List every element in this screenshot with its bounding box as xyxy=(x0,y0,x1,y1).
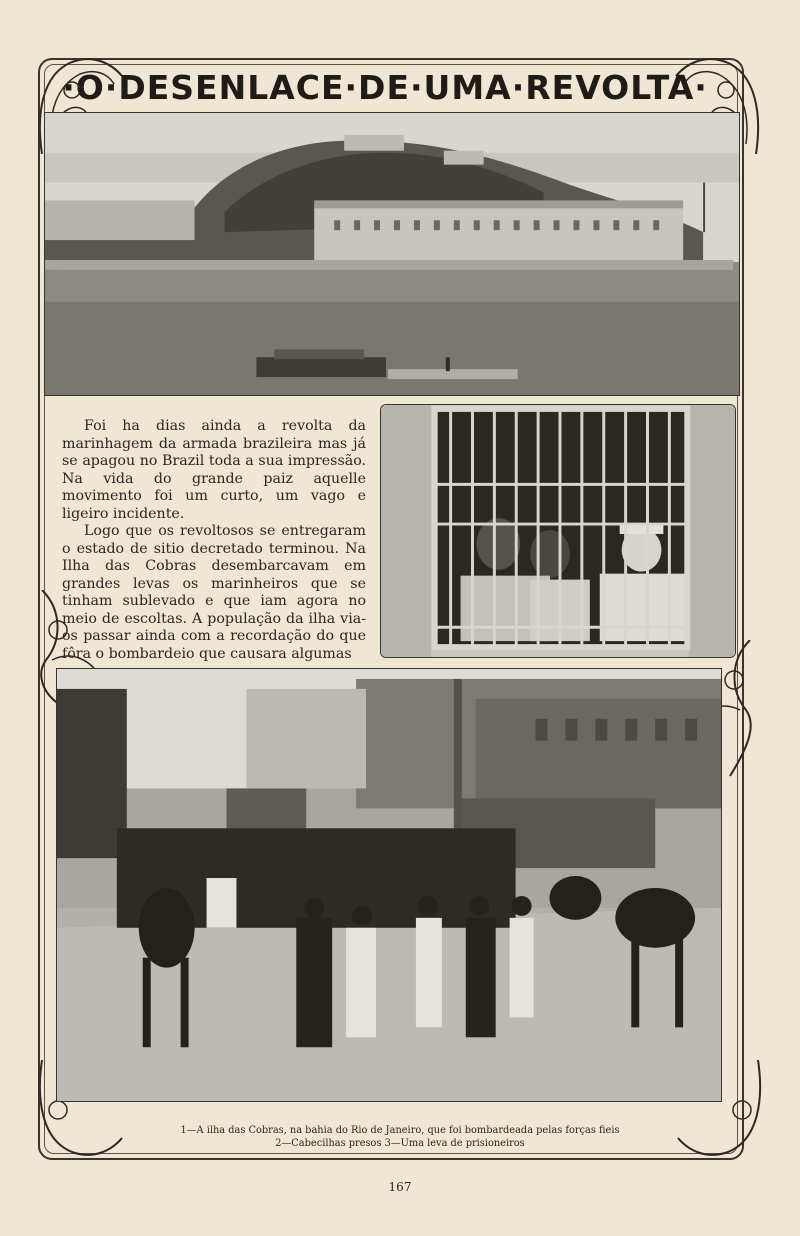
caption-line: 2—Cabecilhas presos 3—Uma leva de prisioneiros xyxy=(275,1138,525,1149)
island-photo-image xyxy=(45,113,739,395)
procession-photo-image xyxy=(57,669,721,1101)
page-title: ·O·DESENLACE·DE·UMA·REVOLTA· xyxy=(62,67,708,107)
caption-line: 1—A ilha das Cobras, na bahia do Rio de Janeiro, que foi bombardeada pelas forças fieis xyxy=(180,1125,620,1136)
article-text xyxy=(62,418,366,663)
page-number: 167 xyxy=(388,1180,412,1194)
photo-caption xyxy=(100,1124,700,1150)
photo-leva-de-prisioneiros xyxy=(56,668,722,1102)
article-paragraph: Logo que os revoltosos se entregaram o estado de sitio decretado terminou. Na Ilha das Cobras desembarcavam em grandes levas os marinheiros que se tinham sublevado e que iam agora no meio de escoltas. A população da ilha via-os passar ainda com a recordação do que fôra o bombardeio que causara algumas xyxy=(62,523,366,662)
prisoners-photo-image xyxy=(381,405,735,657)
article-paragraph: Foi ha dias ainda a revolta da marinhagem da armada brazileira mas já se apagou no Brazil toda a sua impressão. Na vida do grande paiz aquelle movimento foi um curto, um vago e ligeiro incidente. xyxy=(62,418,366,522)
photo-cabecilhas-presos xyxy=(380,404,736,658)
title-banner xyxy=(62,62,708,112)
photo-ilha-das-cobras xyxy=(44,112,740,396)
